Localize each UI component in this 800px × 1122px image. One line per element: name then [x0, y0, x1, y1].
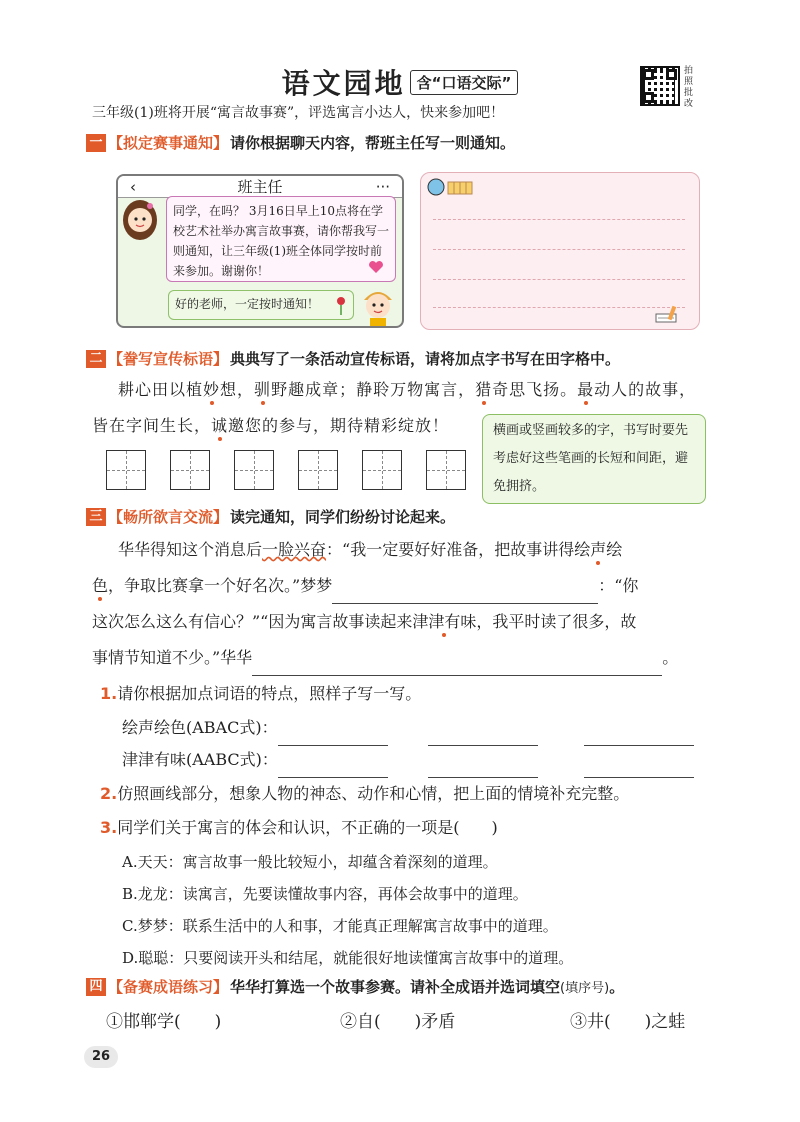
section-number: 三: [86, 508, 106, 526]
back-icon[interactable]: ‹: [130, 178, 136, 196]
dotted-char: 最: [577, 380, 595, 399]
option-a[interactable]: A.天天：寓言故事一般比较短小，却蕴含着深刻的道理。: [122, 853, 498, 871]
aabc-blank-3[interactable]: [584, 756, 694, 778]
teacher-message: 同学，在吗？ 3月16日早上10点将在学校艺术社举办寓言故事赛，请你帮我写一则通知，让三年级(1)班全体同学按时前来参加。谢谢你！: [166, 196, 396, 282]
student-avatar-icon: [358, 282, 398, 326]
section-instruction-note: (填序号): [560, 981, 610, 996]
section-tag: 【畅所欲言交流】: [108, 508, 229, 526]
dialog-line-2: 色，争取比赛拿一个好名次。”梦梦 ：“你: [92, 568, 712, 604]
chat-header: [118, 176, 402, 198]
dotted-word: 津津有味: [412, 612, 477, 631]
section-instruction: 请你根据聊天内容，帮班主任写一则通知。: [230, 134, 516, 152]
section-tag: 【备赛成语练习】: [108, 978, 229, 996]
section-instruction: 华华打算选一个故事参赛。请补全成语并选词填空: [230, 978, 561, 996]
tianzige-box[interactable]: [298, 450, 338, 490]
more-icon[interactable]: ···: [375, 178, 390, 196]
student-message: 好的老师，一定按时通知！: [168, 290, 354, 320]
tianzige-box[interactable]: [234, 450, 274, 490]
dotted-char: 驯: [254, 380, 272, 399]
rose-icon: [334, 296, 348, 316]
tianzige-box[interactable]: [362, 450, 402, 490]
section1-heading: [86, 132, 515, 153]
fill-blank-mengmeng[interactable]: [332, 580, 598, 604]
page-title: [0, 62, 800, 102]
dialog-line-1: 华华得知这个消息后一脸兴奋：“我一定要好好准备，把故事讲得绘声绘: [118, 540, 623, 559]
option-b[interactable]: B.龙龙：读寓言，先要读懂故事内容，再体会故事中的道理。: [122, 885, 528, 903]
page-number: 26: [84, 1046, 118, 1068]
option-c[interactable]: C.梦梦：联系生活中的人和事，才能真正理解寓言故事中的道理。: [122, 917, 558, 935]
section-tag: 【拟定赛事通知】: [108, 134, 229, 152]
underlined-phrase: 一脸兴奋: [262, 540, 327, 559]
question-1: 1.请你根据加点词语的特点，照样子写一写。: [100, 684, 422, 703]
slogan-line-2: 皆在字间生长，诚邀您的参与，期待精彩绽放！: [92, 416, 450, 435]
dotted-word: 色: [92, 576, 109, 595]
dialog-line-3: 这次怎么这么有信心？”“因为寓言故事读起来津津有味，我平时读了很多，故: [92, 612, 637, 631]
section4-heading: 四 【备赛成语练习】 华华打算选一个故事参赛。请补全成语并选词填空 (填序号) 。: [86, 976, 624, 997]
section-number: 二: [86, 350, 106, 368]
dotted-word: 绘声绘: [574, 540, 623, 559]
slogan-line-1: 耕心田以植妙想，驯野趣成章；静聆万物寓言，猎奇思飞扬。最动人的故事，: [118, 380, 697, 399]
question-2: 2.仿照画线部分，想象人物的神态、动作和心情，把上面的情境补充完整。: [100, 784, 630, 803]
qr-label: 拍照批改: [684, 66, 694, 109]
section2-heading: [86, 348, 620, 369]
idiom-item-2[interactable]: ②自( )矛盾: [340, 1012, 456, 1032]
section-number: 一: [86, 134, 106, 152]
writing-tip: 横画或竖画较多的字，书写时要先考虑好这些笔画的长短和间距，避免拥挤。: [482, 414, 706, 504]
section-number: 四: [86, 978, 106, 996]
abac-row: 绘声绘色(ABAC式)：: [122, 710, 722, 746]
dotted-char: 妙: [203, 380, 221, 399]
question-3: 3.同学们关于寓言的体会和认识，不正确的一项是( ): [100, 818, 498, 837]
fill-blank-huahua[interactable]: [252, 652, 662, 676]
dotted-char: 诚: [211, 416, 229, 435]
qr-code-icon[interactable]: [640, 66, 680, 106]
pencil-icon: [654, 304, 680, 326]
idiom-item-3[interactable]: ③井( )之蛙: [570, 1012, 686, 1032]
dotted-char: 猎: [475, 380, 493, 399]
title-text: 语文园地: [281, 67, 406, 100]
oral-badge: 含“口语交际”: [410, 70, 519, 95]
dialog-line-4: 事情节知道不少。”华华 。: [92, 640, 712, 676]
aabc-row: 津津有味(AABC式)：: [122, 742, 722, 778]
chat-title: 班主任: [237, 178, 283, 196]
section-instruction: 读完通知，同学们纷纷讨论起来。: [230, 508, 456, 526]
heart-icon: [368, 260, 384, 274]
option-d[interactable]: D.聪聪：只要阅读开头和结尾，就能很好地读懂寓言故事中的道理。: [122, 949, 574, 967]
intro-text: 三年级(1)班将开展“寓言故事赛”，评选寓言小达人，快来参加吧！: [92, 105, 505, 121]
teacher-avatar-icon: [120, 196, 160, 242]
aabc-blank-1[interactable]: [278, 756, 388, 778]
section-instruction: 典典写了一条活动宣传标语，请将加点字书写在田字格中。: [230, 350, 621, 368]
aabc-blank-2[interactable]: [428, 756, 538, 778]
globe-books-icon: [426, 176, 474, 198]
section-tag: 【誊写宣传标语】: [108, 350, 229, 368]
tianzige-box[interactable]: [426, 450, 466, 490]
idiom-item-1[interactable]: ①邯郸学( ): [106, 1012, 222, 1032]
section3-heading: [86, 506, 455, 527]
tianzige-box[interactable]: [170, 450, 210, 490]
tianzige-box[interactable]: [106, 450, 146, 490]
